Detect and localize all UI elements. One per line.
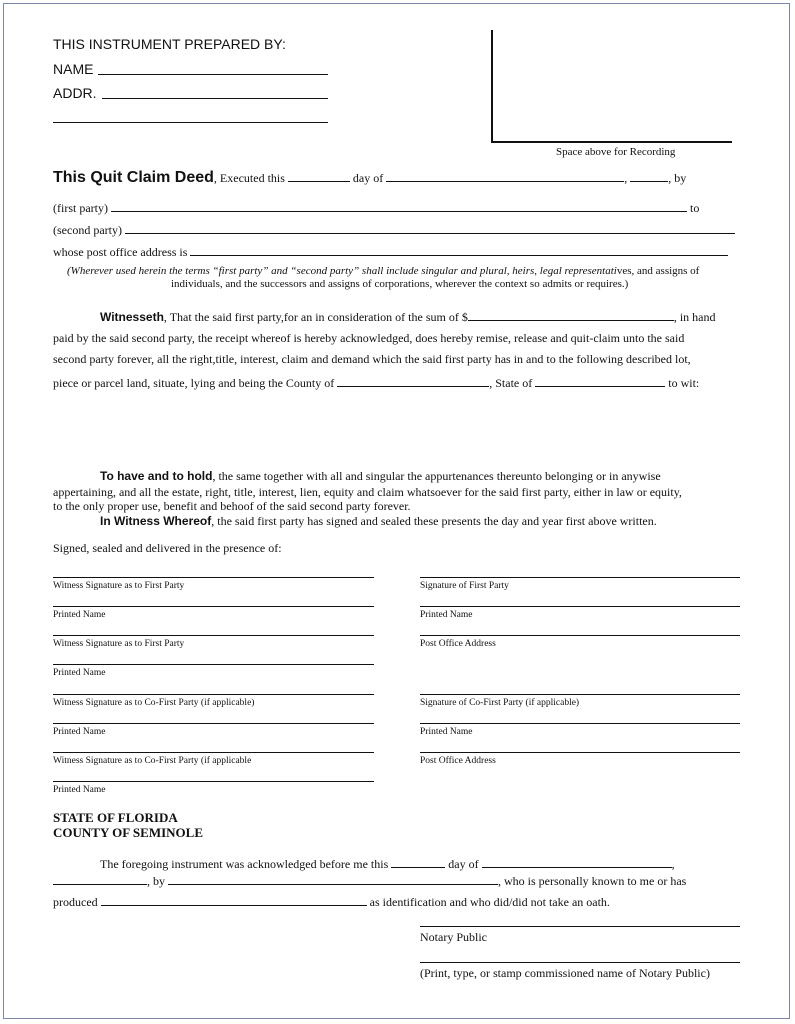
county-field[interactable] xyxy=(337,374,489,387)
terms-note-line2: individuals, and the successors and assigns of corporations, wherever the context so admits or requires.) xyxy=(171,278,629,290)
name-field[interactable] xyxy=(98,74,328,75)
witness3-signature-line[interactable] xyxy=(53,694,374,695)
first-party-field[interactable] xyxy=(111,199,687,212)
witness3-printed-line[interactable] xyxy=(53,723,374,724)
witnesseth-heading: Witnesseth xyxy=(100,310,164,324)
acknowledgment-line3: produced as identification and who did/did not take an oath. xyxy=(53,895,610,909)
addr-field[interactable] xyxy=(102,98,328,99)
ack-month-field[interactable] xyxy=(482,855,672,868)
second-party-field[interactable] xyxy=(125,221,735,234)
co-first-party-printed-line[interactable] xyxy=(420,723,740,724)
executed-month-field[interactable] xyxy=(386,169,624,182)
first-party-printed-line[interactable] xyxy=(420,606,740,607)
witness2-printed-label: Printed Name xyxy=(53,668,106,678)
first-party-address-line[interactable] xyxy=(420,635,740,636)
terms-note-line1: (Wherever used herein the terms “first party” and “second party” shall include singular and plural, heirs, legal representatives, and assigns of xyxy=(67,265,700,277)
witness3-signature-label: Witness Signature as to Co-First Party (if applicable) xyxy=(53,698,255,708)
name-label: NAME xyxy=(53,61,94,77)
identification-field[interactable] xyxy=(101,893,367,906)
post-office-field[interactable] xyxy=(190,243,728,256)
habendum-heading: To have and to hold xyxy=(100,469,213,483)
witnesseth-line4: piece or parcel land, situate, lying and being the County of , State of to wit: xyxy=(53,376,700,390)
co-first-party-printed-label: Printed Name xyxy=(420,727,473,737)
prepared-by-label: THIS INSTRUMENT PREPARED BY: xyxy=(53,36,286,52)
witnesseth-line1: Witnesseth, That the said first party,for an in consideration of the sum of $ , in hand xyxy=(100,310,716,324)
witness1-printed-line[interactable] xyxy=(53,606,374,607)
deed-title: This Quit Claim Deed xyxy=(53,169,214,186)
notary-signature-line[interactable] xyxy=(420,926,740,927)
state-heading: STATE OF FLORIDA xyxy=(53,810,178,825)
first-party-signature-label: Signature of First Party xyxy=(420,581,509,591)
acknowledgment-line2: , by , who is personally known to me or has xyxy=(53,872,686,889)
co-first-party-signature-label: Signature of Co-First Party (if applicable) xyxy=(420,698,580,708)
addr-label: ADDR. xyxy=(53,85,97,101)
witness4-printed-label: Printed Name xyxy=(53,785,106,795)
consideration-amount-field[interactable] xyxy=(468,308,674,321)
witness-whereof-line: In Witness Whereof, the said first party has signed and sealed these presents the day and year first above written. xyxy=(100,514,657,528)
witness3-printed-label: Printed Name xyxy=(53,727,106,737)
executed-day-field[interactable] xyxy=(288,169,350,182)
witness4-signature-label: Witness Signature as to Co-First Party (if applicable xyxy=(53,756,252,766)
witness2-signature-line[interactable] xyxy=(53,635,374,636)
ack-day-field[interactable] xyxy=(391,855,445,868)
co-first-party-signature-line[interactable] xyxy=(420,694,740,695)
first-party-line: (first party) to xyxy=(53,201,700,215)
co-first-party-address-line[interactable] xyxy=(420,752,740,753)
habendum-line1: To have and to hold, the same together with all and singular the appurtenances thereunto belonging or in anywise xyxy=(100,469,661,483)
acknowledgment-line1: The foregoing instrument was acknowledged before me this day of , xyxy=(100,857,675,871)
witness2-signature-label: Witness Signature as to First Party xyxy=(53,639,185,649)
witnesseth-line3: second party forever, all the right,title, interest, claim and demand which the said first party has in and to the following described lot, xyxy=(53,352,691,366)
habendum-line3: to the only proper use, benefit and behoof of the said second party forever. xyxy=(53,499,411,513)
witness1-signature-label: Witness Signature as to First Party xyxy=(53,581,185,591)
habendum-line2: appertaining, and all the estate, right, title, interest, lien, equity and claim whatsoever for the said first party, either in law or equity, xyxy=(53,485,682,499)
notary-public-label: Notary Public xyxy=(420,930,487,944)
post-office-line: whose post office address is xyxy=(53,243,728,260)
notary-name-label: (Print, type, or stamp commissioned name of Notary Public) xyxy=(420,966,710,980)
county-heading: COUNTY OF SEMINOLE xyxy=(53,825,203,840)
second-party-line: (second party) xyxy=(53,221,735,238)
state-field[interactable] xyxy=(535,374,665,387)
notary-name-line[interactable] xyxy=(420,962,740,963)
witness4-signature-line[interactable] xyxy=(53,752,374,753)
witness1-printed-label: Printed Name xyxy=(53,610,106,620)
witnesseth-line2: paid by the said second party, the receipt whereof is hereby acknowledged, does hereby remise, release and quit-claim unto the said xyxy=(53,331,685,345)
witness4-printed-line[interactable] xyxy=(53,781,374,782)
witness1-signature-line[interactable] xyxy=(53,577,374,578)
first-party-printed-label: Printed Name xyxy=(420,610,473,620)
recording-box xyxy=(491,30,732,143)
ack-by-field[interactable] xyxy=(168,872,498,885)
addr-field-line2[interactable] xyxy=(53,122,328,123)
witness2-printed-line[interactable] xyxy=(53,664,374,665)
signed-sealed-line: Signed, sealed and delivered in the presence of: xyxy=(53,541,282,555)
co-first-party-address-label: Post Office Address xyxy=(420,756,496,766)
first-party-signature-line[interactable] xyxy=(420,577,740,578)
recording-space-label: Space above for Recording xyxy=(556,146,676,158)
first-party-address-label: Post Office Address xyxy=(420,639,496,649)
executed-year-field[interactable] xyxy=(630,169,668,182)
witness-whereof-heading: In Witness Whereof xyxy=(100,514,212,528)
ack-year-field[interactable] xyxy=(53,872,147,885)
deed-title-line: This Quit Claim Deed, Executed this day of , , by xyxy=(53,169,687,186)
